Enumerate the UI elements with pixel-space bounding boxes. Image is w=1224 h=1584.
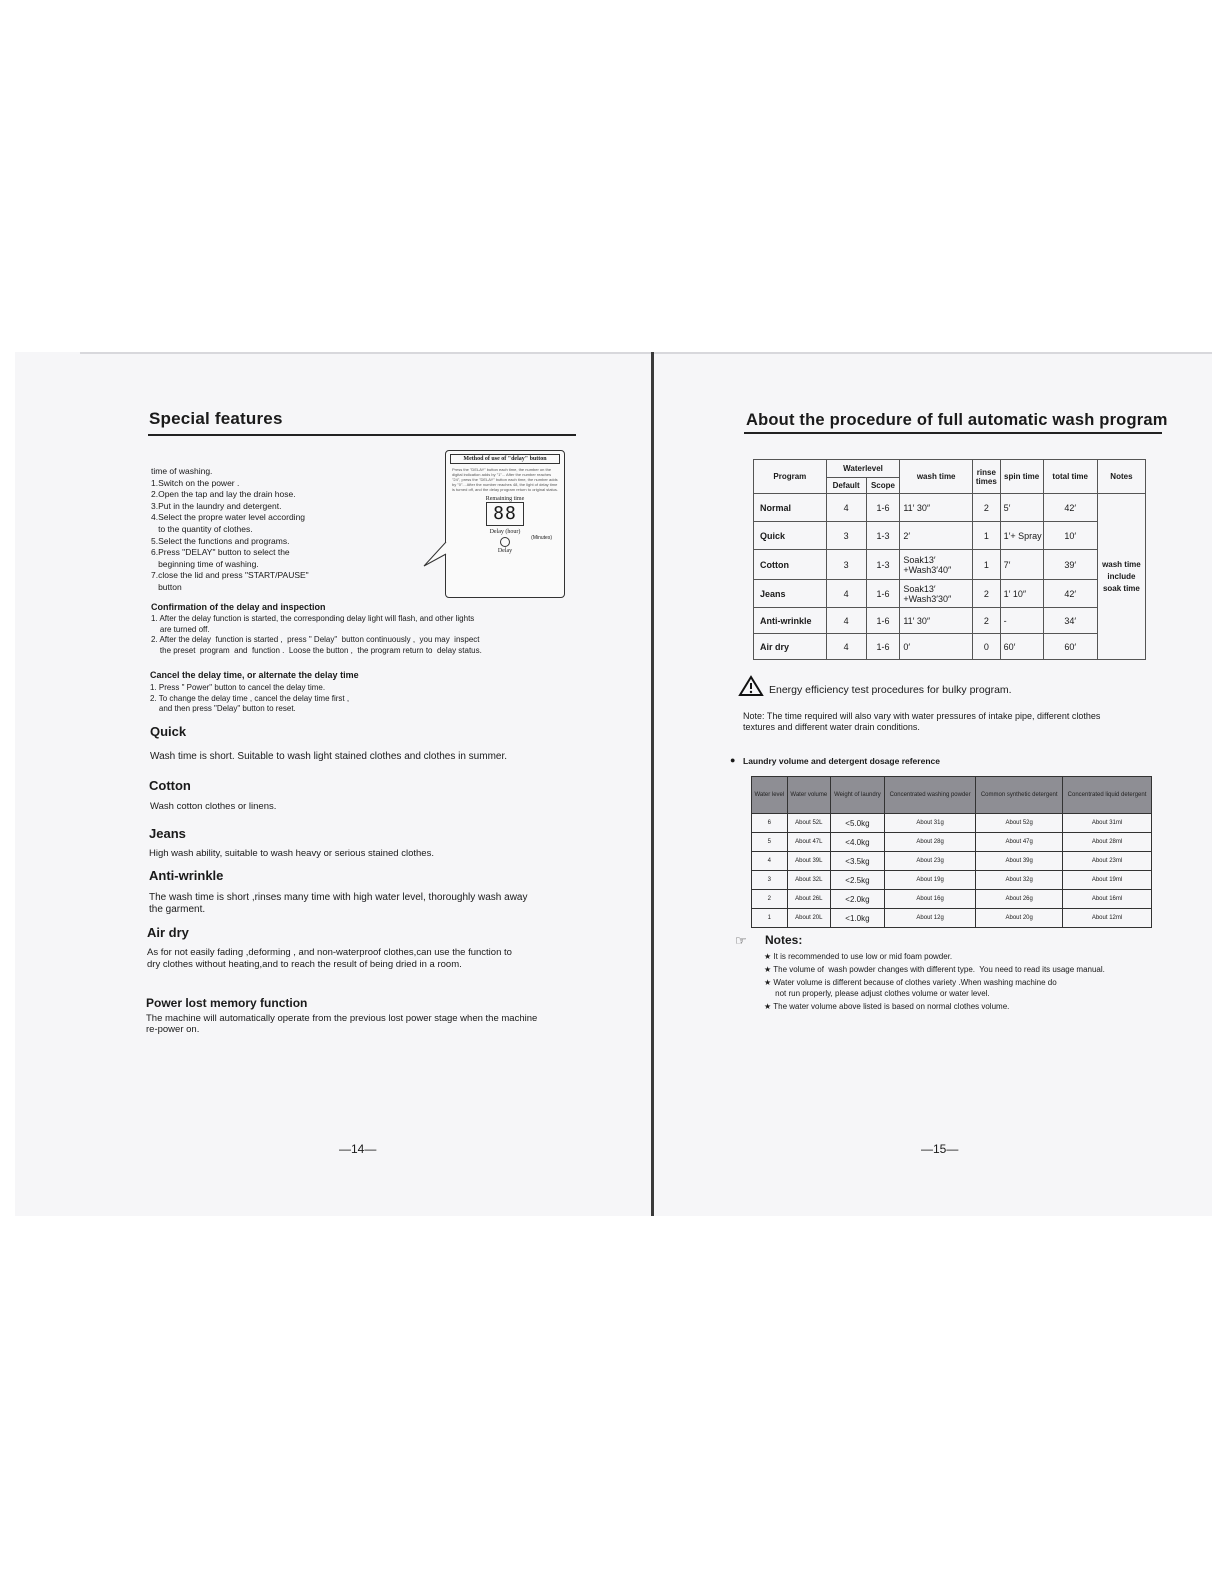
th-default: Default (826, 478, 866, 494)
wash-program-title: About the procedure of full automatic wash program (746, 411, 1168, 429)
cell-scope: 1-3 (866, 522, 900, 550)
dosage-cell: About 26g (976, 890, 1063, 909)
program-row (754, 522, 1146, 550)
program-row (754, 580, 1146, 608)
dosage-cell: About 20L (787, 909, 830, 928)
th-rinse-times: rinse times (973, 460, 1001, 494)
dosage-header: Common synthetic detergent (976, 777, 1063, 814)
cancel-line: 1. Press " Power" button to cancel the delay time. (150, 683, 326, 692)
dosage-cell: About 47L (787, 833, 830, 852)
dosage-row (752, 909, 1152, 928)
callout-title: Method of use of "delay" button (450, 454, 560, 464)
cell-spin: 7′ (1000, 550, 1043, 580)
dosage-cell: About 20g (976, 909, 1063, 928)
program-row (754, 608, 1146, 634)
cell-rinse: 2 (973, 608, 1001, 634)
cell-program: Normal (754, 494, 827, 522)
dosage-row (752, 833, 1152, 852)
cell-default: 4 (826, 634, 866, 660)
dosage-cell: About 32L (787, 871, 830, 890)
cell-rinse: 2 (973, 494, 1001, 522)
page-number-left: —14— (339, 1142, 377, 1156)
dosage-cell: About 16ml (1063, 890, 1152, 909)
power-lost-text: The machine will automatically operate from the previous lost power stage when the machine re-power on. (146, 1013, 538, 1035)
delay-digit-display: 88 (486, 502, 524, 526)
dosage-cell: About 28g (884, 833, 975, 852)
confirmation-text (151, 614, 482, 656)
cell-spin: - (1000, 608, 1043, 634)
quick-heading: Quick (150, 724, 187, 739)
step-line: time of washing. (151, 466, 213, 476)
dosage-cell: About 52g (976, 814, 1063, 833)
step-line: 1.Switch on the power . (151, 477, 240, 488)
cancel-delay-heading: Cancel the delay time, or alternate the delay time (150, 670, 359, 680)
cell-default: 3 (826, 550, 866, 580)
th-total-time: total time (1043, 460, 1097, 494)
cell-spin: 1′ 10″ (1000, 580, 1043, 608)
cell-program: Cotton (754, 550, 827, 580)
step-line: 3.Put in the laundry and detergent. (151, 500, 282, 511)
note-item: ★ Water volume is different because of clothes variety .When washing machine do not run properly, please adjust clothes volume or water level. (764, 978, 1057, 998)
cell-scope: 1-6 (866, 580, 900, 608)
note-item: ★ It is recommended to use low or mid foam powder. (764, 952, 953, 961)
cell-total: 60′ (1043, 634, 1097, 660)
step-line: 2.Open the tap and lay the drain hose. (151, 489, 296, 500)
dosage-cell: About 12g (884, 909, 975, 928)
cell-default: 4 (826, 494, 866, 522)
note-item: ★ The water volume above listed is based on normal clothes volume. (764, 1002, 1010, 1011)
dosage-cell: 4 (752, 852, 788, 871)
cancel-line: and then press "Delay" button to reset. (150, 704, 296, 713)
cell-total: 10′ (1043, 522, 1097, 550)
cell-default: 4 (826, 608, 866, 634)
cell-total: 42′ (1043, 580, 1097, 608)
delay-indicator-icon (500, 537, 510, 547)
cell-default: 4 (826, 580, 866, 608)
dosage-cell: About 32g (976, 871, 1063, 890)
delay-button-label: Delay (497, 548, 513, 554)
dosage-table (751, 776, 1152, 928)
dosage-cell: About 31ml (1063, 814, 1152, 833)
quick-text: Wash time is short. Suitable to wash light stained clothes and clothes in summer. (150, 751, 508, 762)
cell-wash: 2′ (900, 522, 973, 550)
step-line: 7.close the lid and press "START/PAUSE" (151, 570, 309, 581)
confirm-line: are turned off. (151, 624, 210, 634)
program-row (754, 634, 1146, 660)
step-line: 5.Select the functions and programs. (151, 535, 290, 546)
delay-button-callout (445, 450, 565, 598)
cell-wash: 0′ (900, 634, 973, 660)
jeans-heading: Jeans (149, 826, 186, 841)
cotton-text: Wash cotton clothes or linens. (150, 801, 277, 812)
dosage-cell: About 12ml (1063, 909, 1152, 928)
cotton-heading: Cotton (149, 778, 191, 793)
cell-wash: 11′ 30″ (900, 608, 973, 634)
notes-heading: Notes: (765, 933, 803, 947)
cell-program: Air dry (754, 634, 827, 660)
confirm-line: the preset program and function . Loose the button , the program return to delay status. (151, 645, 482, 655)
cell-program: Quick (754, 522, 827, 550)
title-rule (148, 434, 576, 436)
program-table (753, 459, 1146, 660)
dosage-cell: <5.0kg (830, 814, 884, 833)
booklet-fold (651, 352, 654, 1216)
dosage-cell: About 28ml (1063, 833, 1152, 852)
th-program: Program (754, 460, 827, 494)
cell-wash: 11′ 30″ (900, 494, 973, 522)
dosage-cell: About 23ml (1063, 852, 1152, 871)
power-lost-heading: Power lost memory function (146, 996, 308, 1010)
dosage-cell: About 19g (884, 871, 975, 890)
cell-rinse: 1 (973, 522, 1001, 550)
dosage-cell: <2.0kg (830, 890, 884, 909)
dosage-cell: 1 (752, 909, 788, 928)
page-number-right: —15— (921, 1142, 959, 1156)
cell-scope: 1-3 (866, 550, 900, 580)
program-row (754, 494, 1146, 522)
delay-hour-label: Delay (hour) (489, 529, 521, 535)
cell-program: Anti-wrinkle (754, 608, 827, 634)
cancel-line: 2. To change the delay time , cancel the delay time first , (150, 693, 350, 703)
air-dry-text: As for not easily fading ,deforming , and non-waterproof clothes,can use the function to dry clothes without heating,and to reach the result of being dried in a room. (147, 947, 512, 970)
cell-spin: 5′ (1000, 494, 1043, 522)
special-features-title: Special features (149, 409, 283, 428)
cell-wash: Soak13′ +Wash3′30″ (900, 580, 973, 608)
dosage-cell: 5 (752, 833, 788, 852)
cell-notes: wash time include soak time (1097, 494, 1145, 660)
dosage-cell: About 26L (787, 890, 830, 909)
title-rule-right (744, 432, 1162, 434)
dosage-cell: About 23g (884, 852, 975, 871)
warning-icon (738, 675, 764, 697)
page-top-edge (80, 352, 1212, 354)
cell-spin: 1′+ Spray (1000, 522, 1043, 550)
cell-rinse: 0 (973, 634, 1001, 660)
dosage-cell: 2 (752, 890, 788, 909)
dosage-cell: <4.0kg (830, 833, 884, 852)
dosage-header: Water level (752, 777, 788, 814)
dosage-cell: About 39L (787, 852, 830, 871)
anti-wrinkle-heading: Anti-wrinkle (149, 868, 224, 883)
cell-total: 34′ (1043, 608, 1097, 634)
dosage-cell: About 19ml (1063, 871, 1152, 890)
step-line: to the quantity of clothes. (151, 523, 253, 534)
th-scope: Scope (866, 478, 900, 494)
dosage-heading: Laundry volume and detergent dosage reference (743, 756, 940, 766)
callout-pointer (420, 540, 450, 570)
dosage-cell: <3.5kg (830, 852, 884, 871)
step-line: 4.Select the propre water level according (151, 512, 306, 523)
confirm-line: 2. After the delay function is started , press " Delay" button continuously , you may inspect (151, 635, 480, 644)
dosage-cell: About 52L (787, 814, 830, 833)
dosage-cell: 6 (752, 814, 788, 833)
program-row (754, 550, 1146, 580)
dosage-header: Weight of laundry (830, 777, 884, 814)
dosage-row (752, 871, 1152, 890)
dosage-bullet-icon: ● (730, 755, 736, 765)
confirmation-heading: Confirmation of the delay and inspection (151, 602, 326, 612)
air-dry-heading: Air dry (147, 925, 189, 940)
cell-total: 39′ (1043, 550, 1097, 580)
cancel-delay-text (150, 683, 349, 715)
pointing-hand-icon: ☞ (735, 933, 747, 948)
cell-total: 42′ (1043, 494, 1097, 522)
dosage-row (752, 814, 1152, 833)
dosage-cell: 3 (752, 871, 788, 890)
confirm-line: 1. After the delay function is started, the corresponding delay light will flash, and other lights (151, 614, 475, 623)
time-variation-note: Note: The time required will also vary with water pressures of intake pipe, different clothes textures and different water drain conditions. (743, 711, 1101, 732)
step-line: 6.Press "DELAY" button to select the (151, 547, 290, 558)
callout-fine-print: Press the "DELAY" button each time, the number on the digital indication adds by "1"... After the number reaches "24", press the "DELAY" button each time, the number adds by "0"... After the number reaches 48, the light of delay time is turned off, and the delay program return to original status. (452, 467, 558, 492)
cell-rinse: 2 (973, 580, 1001, 608)
dosage-header: Concentrated washing powder (884, 777, 975, 814)
cell-scope: 1-6 (866, 634, 900, 660)
cell-program: Jeans (754, 580, 827, 608)
dosage-cell: About 16g (884, 890, 975, 909)
energy-efficiency-text: Energy efficiency test procedures for bulky program. (769, 684, 1012, 696)
th-wash-time: wash time (900, 460, 973, 494)
step-line: button (151, 581, 182, 592)
dosage-row (752, 852, 1152, 871)
delay-steps-list (151, 466, 309, 594)
cell-scope: 1-6 (866, 494, 900, 522)
dosage-cell: About 31g (884, 814, 975, 833)
th-water-level: Waterlevel (826, 460, 900, 478)
th-notes: Notes (1097, 460, 1145, 494)
step-line: beginning time of washing. (151, 558, 259, 569)
cell-rinse: 1 (973, 550, 1001, 580)
remaining-time-label: Remaining time (485, 496, 525, 502)
th-spin-time: spin time (1000, 460, 1043, 494)
cell-default: 3 (826, 522, 866, 550)
cell-wash: Soak13′ +Wash3′40″ (900, 550, 973, 580)
dosage-cell: <1.0kg (830, 909, 884, 928)
dosage-header: Water volume (787, 777, 830, 814)
cell-spin: 60′ (1000, 634, 1043, 660)
note-item: ★ The volume of wash powder changes with different type. You need to read its usage manual. (764, 965, 1105, 974)
dosage-cell: About 47g (976, 833, 1063, 852)
cell-scope: 1-6 (866, 608, 900, 634)
minutes-label: (Minutes) (531, 535, 552, 541)
dosage-header: Concentrated liquid detergent (1063, 777, 1152, 814)
dosage-row (752, 890, 1152, 909)
dosage-cell: <2.5kg (830, 871, 884, 890)
dosage-cell: About 39g (976, 852, 1063, 871)
anti-wrinkle-text: The wash time is short ,rinses many time with high water level, thoroughly wash away the garment. (149, 892, 528, 915)
jeans-text: High wash ability, suitable to wash heavy or serious stained clothes. (149, 848, 434, 859)
